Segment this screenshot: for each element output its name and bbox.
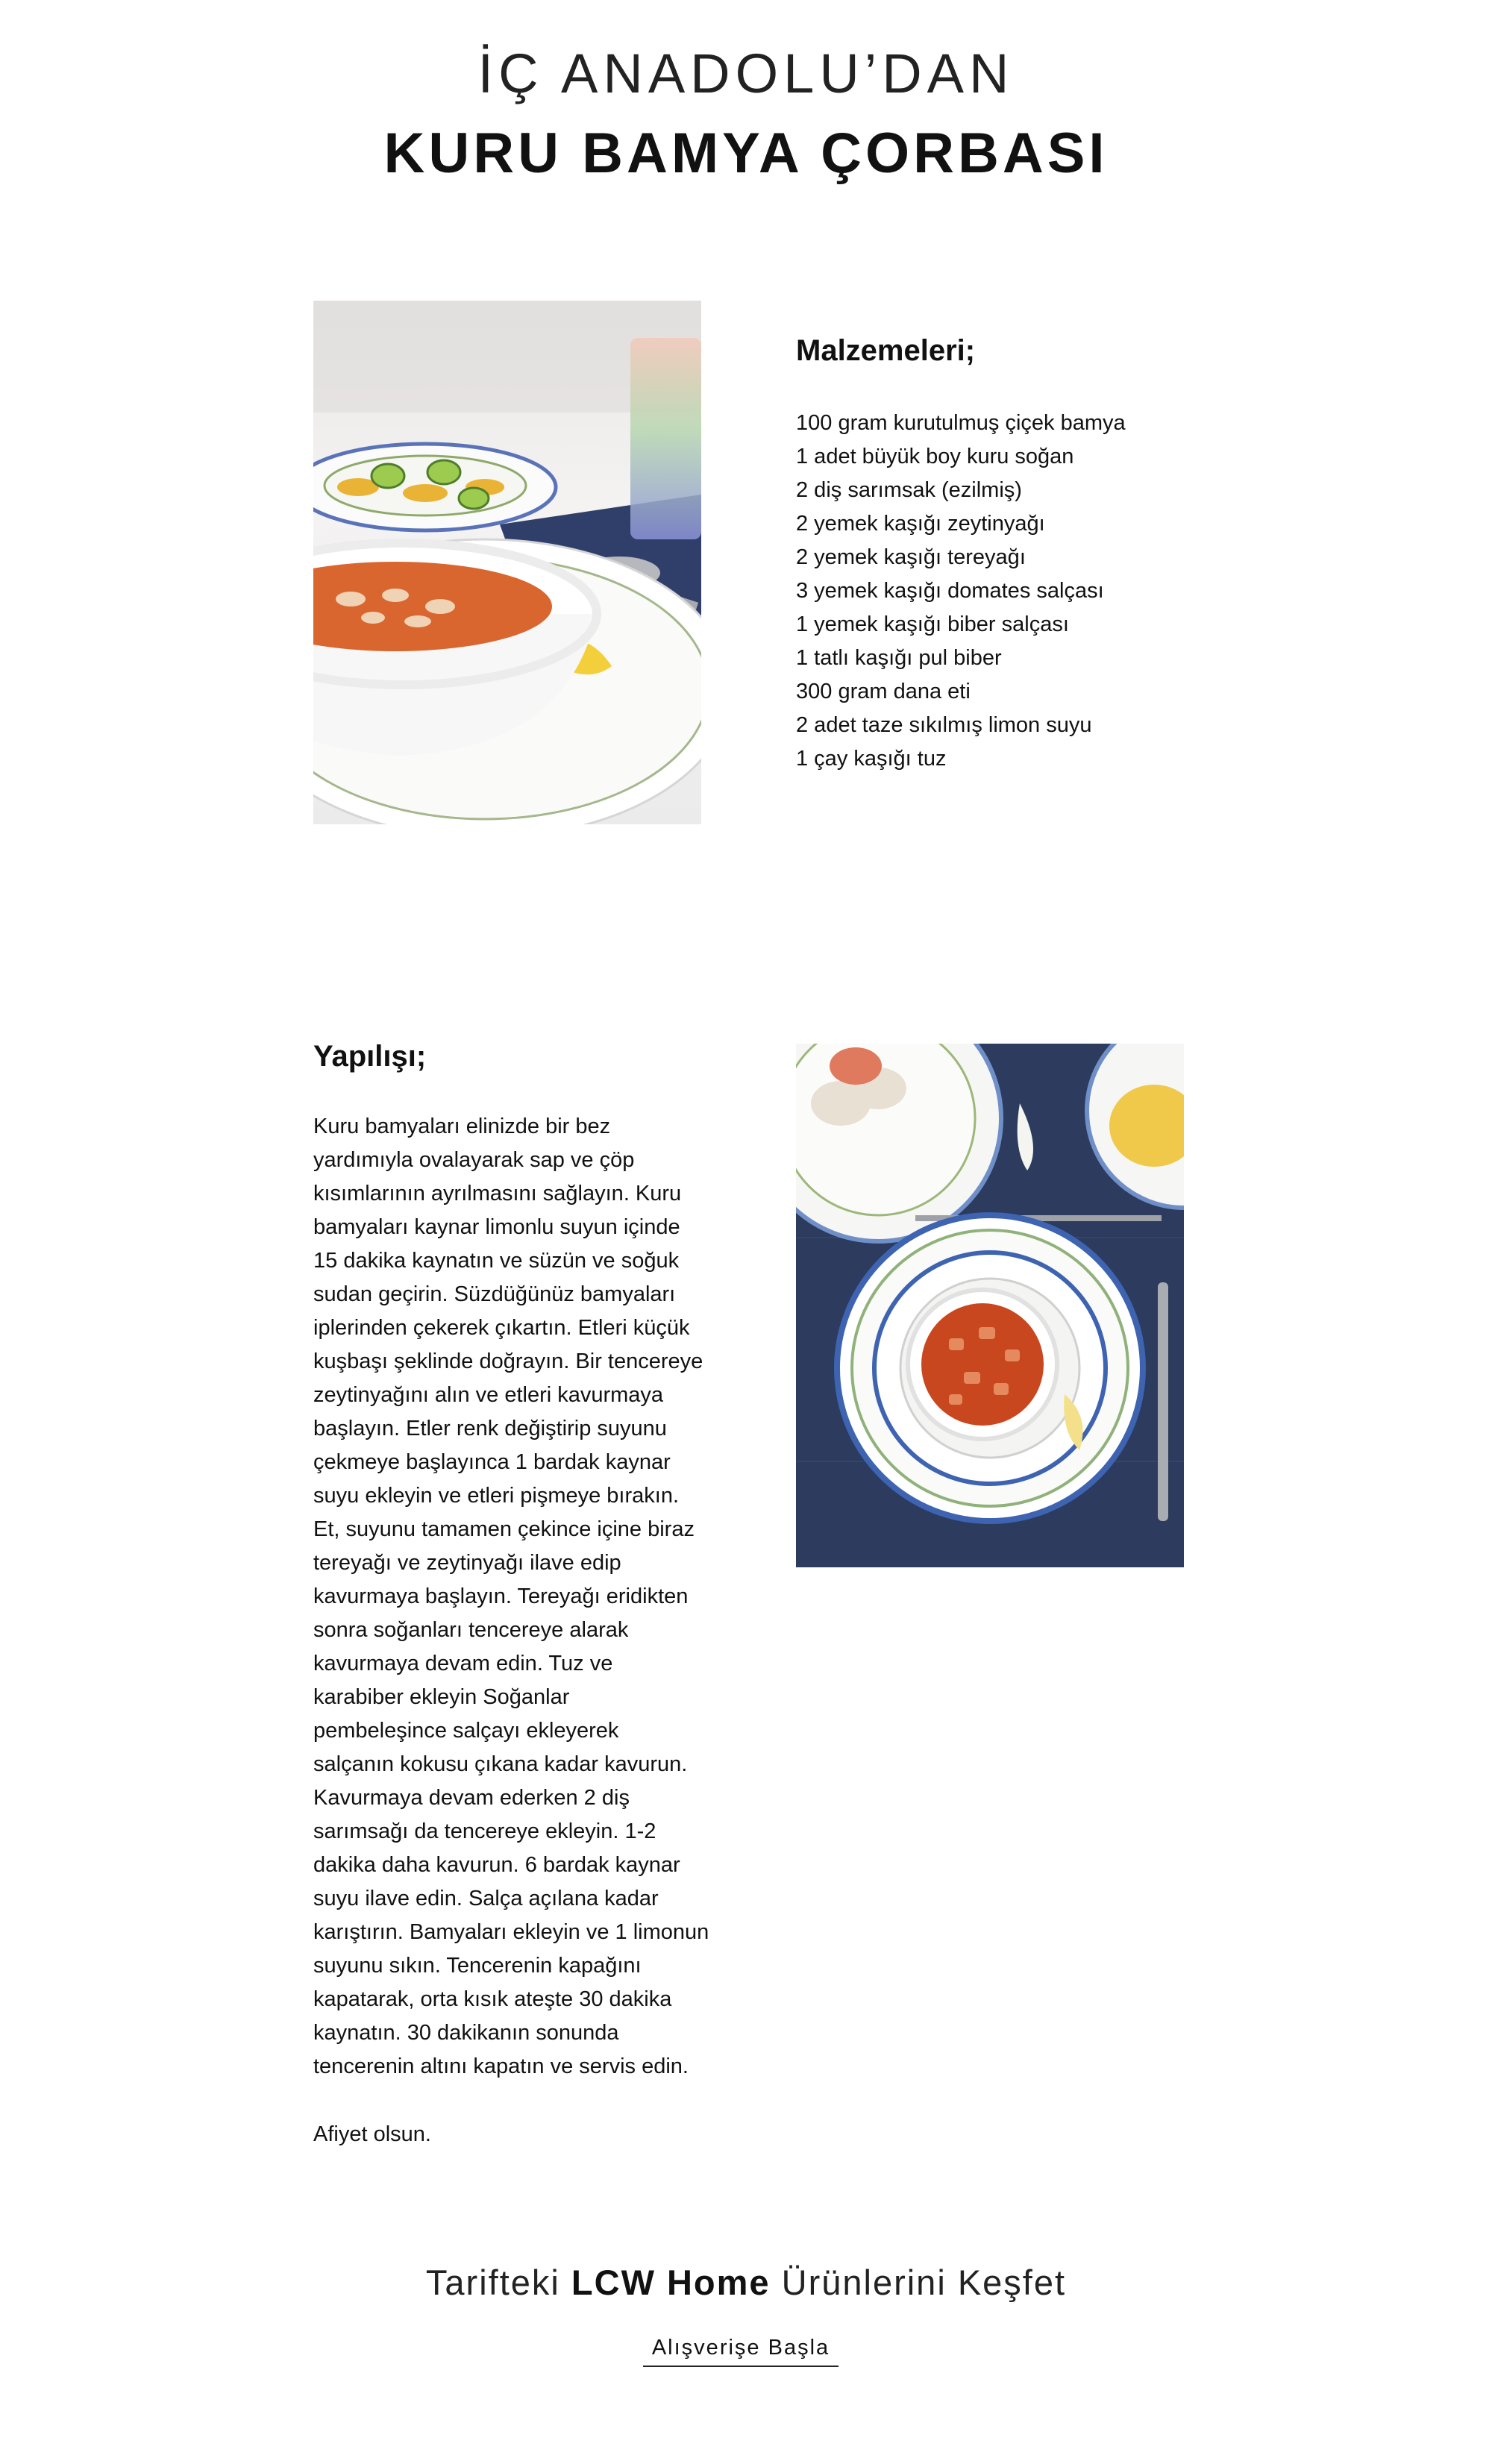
method-line: karabiber ekleyin Soğanlar	[313, 1685, 570, 1709]
method-line: kavurmaya başlayın. Tereyağı eridikten	[313, 1584, 689, 1608]
method-line: kapatarak, orta kısık ateşte 30 dakika	[313, 1987, 672, 2011]
method-line: Et, suyunu tamamen çekince içine biraz	[313, 1517, 695, 1541]
method-line: sarımsağı da tencereye ekleyin. 1-2	[313, 1819, 656, 1843]
table-setting-photo	[796, 1044, 1184, 1567]
ingredients-heading: Malzemeleri;	[796, 334, 976, 367]
method-line: çekmeye başlayınca 1 bardak kaynar	[313, 1450, 671, 1474]
page-title-line2: KURU BAMYA ÇORBASI	[383, 122, 1109, 185]
method-line: Kavurmaya devam ederken 2 diş	[313, 1786, 630, 1810]
cta-heading	[0, 2265, 1492, 2300]
method-line: pembeleşince salçayı ekleyerek	[313, 1719, 619, 1743]
ingredient-item: 2 yemek kaşığı tereyağı	[796, 545, 1026, 569]
method-line: yardımıyla ovalayarak sap ve çöp	[313, 1148, 635, 1172]
ingredient-item: 2 yemek kaşığı zeytinyağı	[796, 512, 1045, 536]
method-line: tencerenin altını kapatın ve servis edin.	[313, 2054, 689, 2078]
method-line: kısımlarının ayrılmasını sağlayın. Kuru	[313, 1182, 682, 1206]
ingredient-item: 1 yemek kaşığı biber salçası	[796, 612, 1069, 636]
ingredient-item: 1 adet büyük boy kuru soğan	[796, 445, 1074, 468]
ingredient-item: 1 tatlı kaşığı pul biber	[796, 646, 1002, 670]
soup-bowl-photo	[313, 301, 701, 824]
method-text	[313, 1110, 716, 2084]
page-title-line1: İÇ ANADOLU’DAN	[477, 43, 1015, 104]
cta-brand: LCW Home	[571, 2263, 771, 2302]
ingredients-list	[796, 407, 1126, 776]
ingredient-item: 100 gram kurutulmuş çiçek bamya	[796, 411, 1126, 435]
ingredient-item: 3 yemek kaşığı domates salçası	[796, 579, 1104, 603]
ingredient-item: 1 çay kaşığı tuz	[796, 747, 947, 771]
method-line: salçanın kokusu çıkana kadar kavurun.	[313, 1752, 688, 1776]
closing-text: Afiyet olsun.	[313, 2122, 431, 2146]
start-shopping-button[interactable]: Alışverişe Başla	[643, 2335, 839, 2367]
cta-suffix: Ürünlerini Keşfet	[770, 2263, 1067, 2302]
cta-prefix: Tarifteki	[425, 2263, 571, 2302]
method-line: kaynatın. 30 dakikanın sonunda	[313, 2021, 619, 2045]
method-line: bamyaları kaynar limonlu suyun içinde	[313, 1215, 680, 1239]
ingredient-item: 2 diş sarımsak (ezilmiş)	[796, 478, 1022, 502]
method-line: suyunu sıkın. Tencerenin kapağını	[313, 1954, 642, 1978]
method-heading: Yapılışı;	[313, 1040, 427, 1073]
method-line: sudan geçirin. Süzdüğünüz bamyaları	[313, 1282, 676, 1306]
method-line: 15 dakika kaynatın ve süzün ve soğuk	[313, 1249, 680, 1273]
method-line: iplerinden çekerek çıkartın. Etleri küçük	[313, 1316, 690, 1340]
method-line: kavurmaya devam edin. Tuz ve	[313, 1652, 613, 1675]
method-line: kuşbaşı şeklinde doğrayın. Bir tencereye	[313, 1349, 703, 1373]
method-line: dakika daha kavurun. 6 bardak kaynar	[313, 1853, 680, 1877]
method-line: tereyağı ve zeytinyağı ilave edip	[313, 1551, 621, 1575]
ingredient-item: 300 gram dana eti	[796, 680, 971, 703]
method-line: zeytinyağını alın ve etleri kavurmaya	[313, 1383, 664, 1407]
method-line: Kuru bamyaları elinizde bir bez	[313, 1115, 611, 1138]
ingredient-item: 2 adet taze sıkılmış limon suyu	[796, 713, 1092, 737]
method-line: karıştırın. Bamyaları ekleyin ve 1 limonun	[313, 1920, 709, 1944]
method-line: suyu ilave edin. Salça açılana kadar	[313, 1887, 659, 1910]
method-line: suyu ekleyin ve etleri pişmeye bırakın.	[313, 1484, 679, 1508]
method-line: sonra soğanları tencereye alarak	[313, 1618, 629, 1642]
method-line: başlayın. Etler renk değiştirip suyunu	[313, 1417, 667, 1441]
